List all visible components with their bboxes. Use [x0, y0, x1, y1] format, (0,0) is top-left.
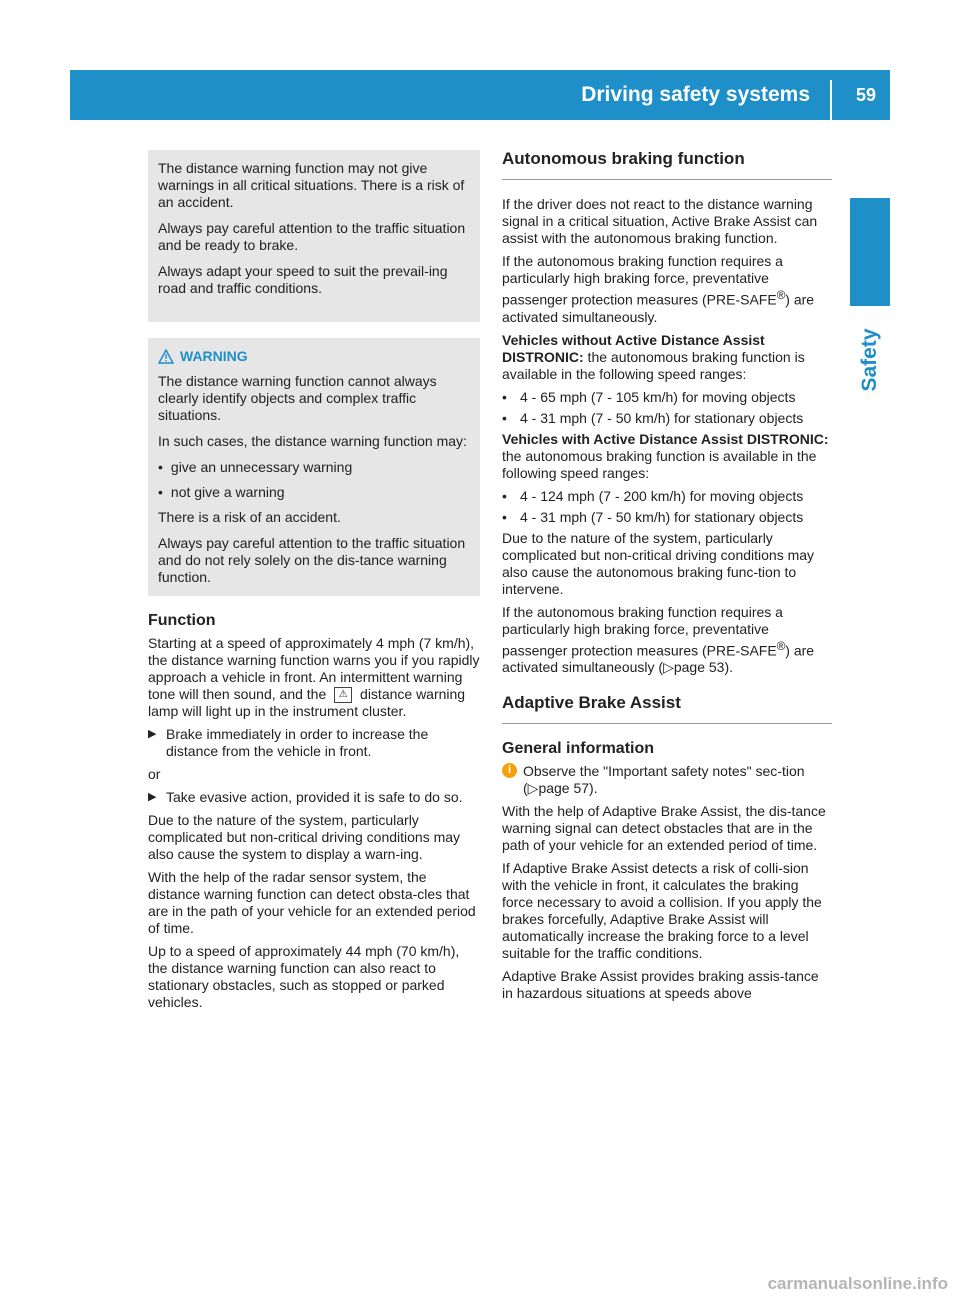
or-text: or [148, 766, 161, 783]
right-text-4 [502, 604, 832, 677]
distance-warning-lamp-icon: ⚠ [334, 687, 352, 703]
bullet-mark-icon: • [502, 388, 507, 405]
speed-range-bullet [502, 410, 832, 427]
right-column [502, 150, 832, 1008]
function-text-3: With the help of the radar sensor system, the distance warning function can detect obsta-cles that are in the path of your vehicle for an extended period of time. [148, 869, 476, 937]
bullet-text: 4 - 65 mph (7 - 105 km/h) for moving objects [520, 388, 796, 405]
bullet-mark-icon: • [158, 484, 163, 500]
vehicles-without-label: Vehicles without Active Distance Assist DISTRONIC: [502, 331, 765, 365]
section-title: Driving safety systems [581, 83, 810, 106]
step-arrow-icon: ▶ [148, 728, 157, 741]
right-text-7: Adaptive Brake Assist provides braking assis-tance in hazardous situations at speeds above [502, 968, 819, 1002]
warning-box [148, 338, 480, 596]
bullet-text: not give a warning [170, 484, 285, 500]
bullet-mark-icon: • [502, 508, 507, 525]
function-text-1a: Starting at a speed of approximately 4 mph (7 km/h), the distance warning function warns you if you rapidly approach a vehicle in front. An intermittent warning tone will then sound, and the [148, 635, 480, 702]
warning-text-3: There is a risk of an accident. [158, 509, 341, 525]
right-text-1: If the driver does not react to the distance warning signal in a critical situation, Active Brake Assist can assist with the autonomous braking function. [502, 196, 818, 246]
instruction-step [148, 726, 480, 760]
side-tab-label: Safety [858, 328, 881, 392]
warning-text-4: Always pay careful attention to the traffic situation and do not rely solely on the dis-tance warning function. [158, 535, 466, 585]
bullet-mark-icon: • [502, 487, 507, 504]
warning-header [158, 348, 470, 365]
vehicles-with-label: Vehicles with Active Distance Assist DISTRONIC: [502, 430, 829, 447]
speed-range-bullet [502, 389, 832, 406]
watermark: carmanualsonline.info [767, 1274, 948, 1293]
caution-text-3: Always adapt your speed to suit the prevail-ing road and traffic conditions. [158, 263, 448, 296]
warning-triangle-icon [158, 349, 174, 364]
page-reference-link[interactable]: page 57). [538, 780, 598, 797]
step-text: Take evasive action, provided it is safe to do so. [166, 789, 463, 806]
caution-text-2: Always pay careful attention to the traffic situation and be ready to brake. [158, 220, 466, 253]
function-text-2: Due to the nature of the system, particularly complicated but non-critical driving conditions may also cause the system to display a warn-ing. [148, 812, 461, 863]
vehicles-with-text [502, 431, 832, 482]
page-reference-link[interactable]: page 53). [673, 659, 734, 676]
function-text-1 [148, 635, 480, 720]
general-information-heading: General information [502, 740, 655, 758]
speed-range-bullet [502, 509, 832, 526]
bullet-text: 4 - 31 mph (7 - 50 km/h) for stationary objects [520, 409, 804, 426]
right-text-2b: ) are activated simultaneously. [502, 291, 815, 325]
info-text-a: Observe the "Important safety notes" sec-tion ( [523, 763, 805, 797]
bullet-text: 4 - 124 mph (7 - 200 km/h) for moving objects [520, 487, 804, 504]
info-icon: i [502, 763, 517, 778]
caution-text-1: The distance warning function may not give warnings in all critical situations. There is a risk of an accident. [158, 160, 465, 210]
header-bar [70, 70, 890, 120]
right-text-3: Due to the nature of the system, particularly complicated but non-critical driving conditions may also cause the autonomous braking func-tion to intervene. [502, 529, 815, 597]
function-text-1b: distance warning lamp will light up in the instrument cluster. [148, 686, 466, 720]
header-divider [830, 80, 832, 120]
step-text: Brake immediately in order to increase the distance from the vehicle in front. [166, 726, 429, 760]
warning-text-1: The distance warning function cannot always clearly identify objects and complex traffic situations. [158, 373, 437, 423]
vehicles-without-text [502, 332, 832, 383]
page-number: 59 [855, 85, 876, 105]
step-arrow-icon: ▶ [148, 791, 157, 804]
right-text-5: With the help of Adaptive Brake Assist, the dis-tance warning signal can detect obstacles that are in the path of your vehicle for an extended period of time. [502, 803, 826, 854]
warning-label: WARNING [180, 348, 248, 364]
bullet-text: give an unnecessary warning [170, 459, 353, 475]
bullet-mark-icon: • [502, 409, 507, 426]
right-text-4b: ) are activated simultaneously ( [502, 642, 815, 676]
right-text-2 [502, 253, 832, 326]
right-text-4a: If the autonomous braking function requires a particularly high braking force, preventative passenger protection measures (PRE-SAFE [502, 603, 783, 659]
bullet-mark-icon: • [158, 459, 163, 475]
info-text [523, 763, 832, 797]
left-column [148, 150, 480, 1017]
bullet-text: 4 - 31 mph (7 - 50 km/h) for stationary objects [520, 508, 804, 525]
function-heading: Function [148, 612, 216, 629]
warning-bullet [158, 459, 470, 476]
function-text-4: Up to a speed of approximately 44 mph (70 km/h), the distance warning function can also react to stationary obstacles, such as stopped or parked vehicles. [148, 943, 460, 1011]
warning-bullet [158, 484, 470, 501]
adaptive-brake-assist-heading: Adaptive Brake Assist [502, 694, 832, 724]
instruction-step [148, 789, 480, 806]
registered-mark: ® [776, 289, 786, 302]
autonomous-braking-heading: Autonomous braking function [502, 150, 832, 180]
registered-mark: ® [776, 639, 786, 653]
right-text-2a: If the autonomous braking function requires a particularly high braking force, preventative passenger protection measures (PRE-SAFE [502, 253, 783, 308]
vehicles-with-rest: the autonomous braking function is available in the following speed ranges: [502, 447, 817, 481]
right-text-6: If Adaptive Brake Assist detects a risk of colli-sion with the vehicle in front, it calculates the braking force necessary to avoid a collision. If you apply the brakes forcefully, Adaptive Brake Assist will automatically increase the braking force to a level suitable for the traffic conditions. [502, 860, 822, 962]
warning-text-2: In such cases, the distance warning function may: [158, 433, 467, 449]
page-ref-arrow-icon: ▷ [527, 780, 539, 797]
caution-box [148, 150, 480, 322]
info-note [502, 763, 832, 797]
page-ref-arrow-icon: ▷ [663, 659, 674, 676]
speed-range-bullet [502, 488, 832, 505]
side-tab-block [850, 198, 890, 306]
vehicles-without-rest: the autonomous braking function is available in the following speed ranges: [502, 348, 805, 382]
